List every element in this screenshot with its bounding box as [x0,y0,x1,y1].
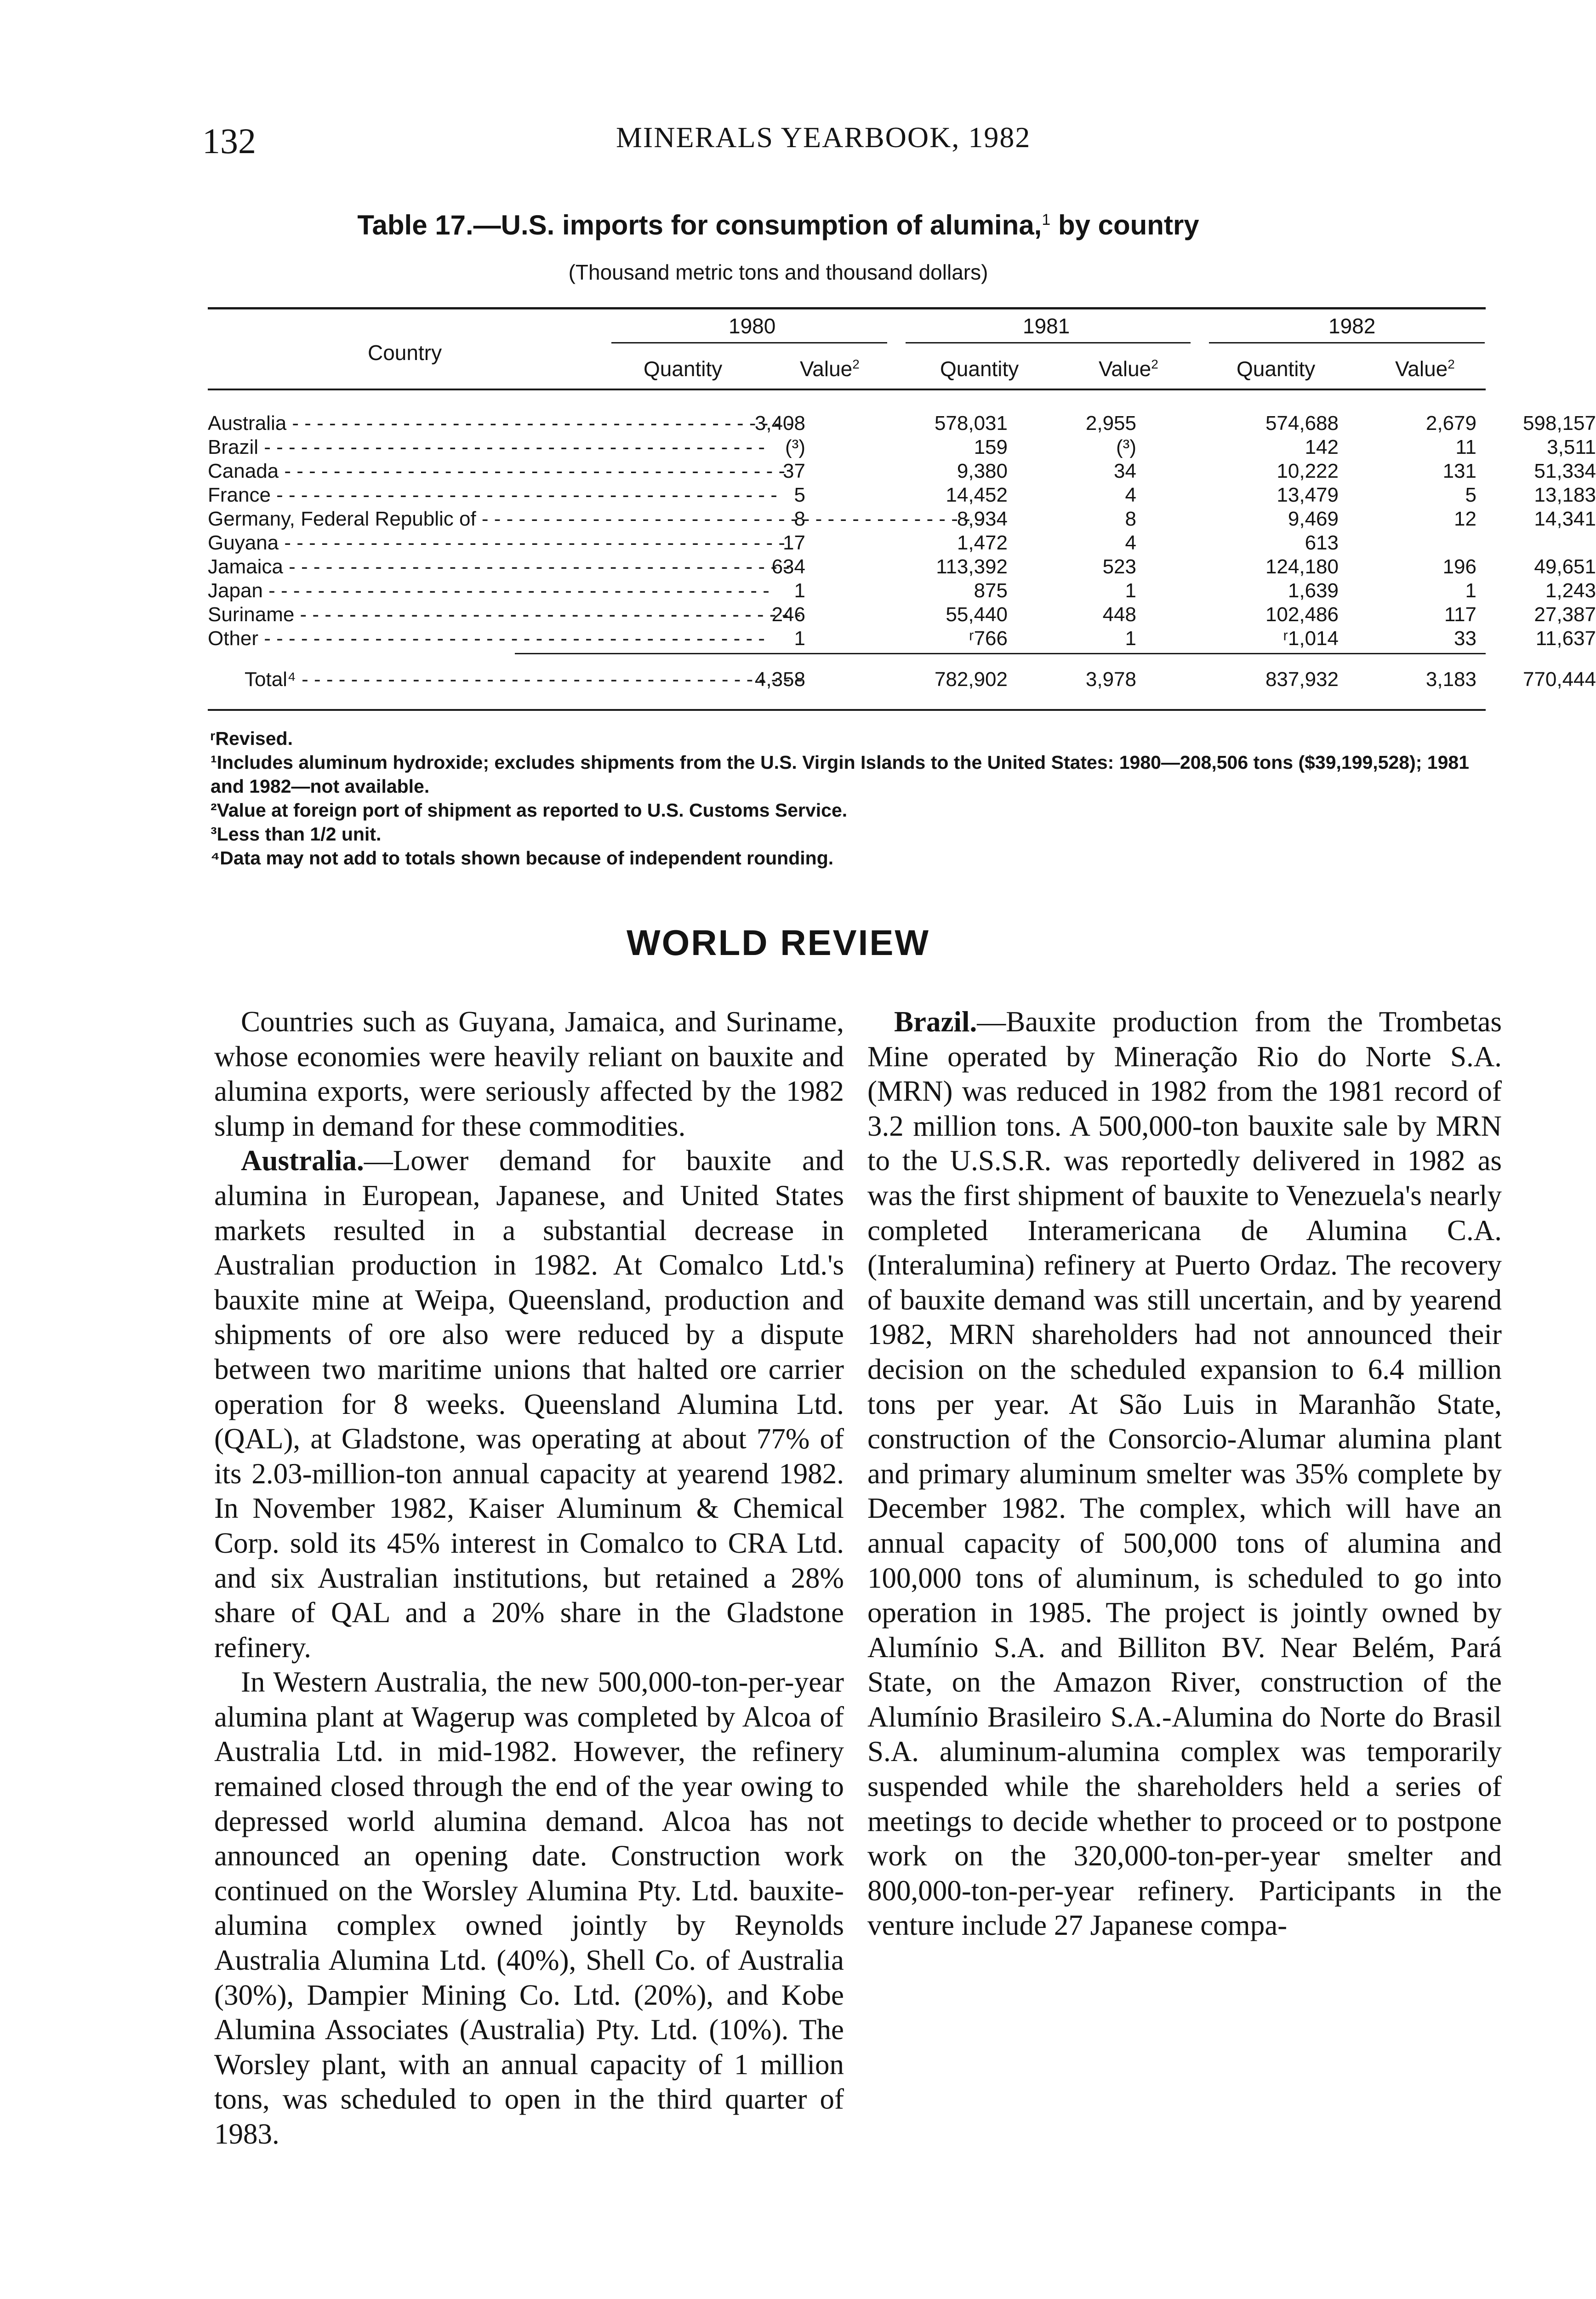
value-1982-cell: 770,444 [1522,668,1596,691]
value-1980-cell: 55,440 [946,603,1008,626]
footnote-1: ¹Includes aluminum hydroxide; excludes shipments from the U.S. Virgin Islands to the United States: 1980—208,506 tons ($39,199,528); 1981 and 1982—not available. [211,752,1470,797]
table-bottom-rule [208,709,1486,711]
quantity-1981-cell: 2,955 [1085,412,1136,435]
value-1981-cell: 574,688 [1265,412,1339,435]
country-cell: Japan - - - [208,579,594,603]
value-1982-cell: 14,341 [1534,508,1596,530]
quantity-1982-cell: 12 [1454,508,1476,530]
table-row [208,435,1596,459]
quantity-1980-cell: 37 [783,460,805,482]
running-title: MINERALS YEARBOOK, 1982 [616,121,1031,154]
value-1980-cell: 578,031 [934,412,1008,435]
table-title: Table 17.—U.S. imports for consumption of alumina,$^1$ by country [357,210,1199,240]
footnote-3: ³Less than 1/2 unit. [211,824,382,845]
quantity-1980-cell: 17 [783,532,805,554]
quantity-1982-cell: 117 [1444,603,1476,626]
quantity-1980-cell: 3,408 [754,412,805,435]
header-bottom-rule [208,389,1486,390]
quantity-1982-cell: 131 [1442,460,1476,482]
table-subtitle: (Thousand metric tons and thousand dollars) [568,260,988,284]
table-footnotes [211,726,1493,870]
value-1981-cell: 102,486 [1265,603,1339,626]
footnote-4: ⁴Data may not add to totals shown because of independent rounding. [211,847,834,869]
quantity-1981-cell: 1 [1125,579,1136,602]
year-rule-1981 [906,342,1191,343]
quantity-1981-cell: 4 [1125,532,1136,554]
value-1982-cell: 49,651 [1534,555,1596,578]
value-1980-cell: 9,380 [957,460,1008,482]
footnote-2: ²Value at foreign port of shipment as reported to U.S. Customs Service. [211,800,848,821]
quantity-1982-cell: 3,183 [1425,668,1476,691]
year-1982-header: 1982 [1328,314,1376,338]
value-1981-cell: 142 [1305,436,1339,458]
brazil-heading: Brazil. [894,1006,977,1038]
table-row [208,412,1596,435]
value-1980-cell: 1,472 [957,532,1008,554]
value-1982-cell: 3,511 [1547,436,1596,458]
quantity-1982-cell: 11 [1455,436,1476,458]
section-heading: WORLD REVIEW [627,922,930,963]
page-number: 132 [202,121,256,161]
table-row [208,555,1596,579]
body-column-right [867,1005,1502,1943]
table-row [208,579,1596,603]
quantity-1981-cell: 4 [1125,484,1136,506]
quantity-1980-cell: 4,358 [754,668,805,691]
table-row [208,627,1596,651]
quantity-1981-cell: 523 [1102,555,1136,578]
quantity-header-1980: Quantity [644,357,723,381]
quantity-1980-cell: 8 [794,508,805,530]
country-cell: Australia - - - [208,412,594,435]
total-row [208,668,1596,692]
quantity-1981-cell: 8 [1125,508,1136,530]
country-cell: Germany, Federal Republic of - - - [208,507,594,531]
brazil-paragraph: Brazil.—Bauxite production from the Trombetas Mine operated by Mineração Rio do Norte S.A. (MRN) was reduced in 1982 from the 1981 record of 3.2 million tons. A 500,000-ton bauxite sale by MRN to the U.S.S.R. was reportedly delivered in 1982 as was the first shipment of bauxite to Venezuela's nearly completed Interamericana de Alumina C.A. (Interalumina) refinery at Puerto Ordaz. The recovery of bauxite demand was still uncertain, and by yearend 1982, MRN shareholders had not announced their decision on the scheduled expansion to 6.4 million tons per year. At São Luis in Maranhão State, construction of the Consorcio-Alumar alumina plant and primary aluminum smelter was 35% complete by December 1982. The complex, which will have an annual capacity of 500,000 tons of alumina and 100,000 tons of aluminum, is scheduled to go into operation in 1985. The project is jointly owned by Alumínio S.A. and Billiton BV. Near Belém, Pará State, on the Amazon River, construction of the Alumínio Brasileiro S.A.-Alumina do Norte do Brasil S.A. aluminum-alumina complex was temporarily suspended while the shareholders held a series of meetings to decide whether to proceed or to postpone work on the 320,000-ton-per-year smelter and 800,000-ton-per-year refinery. Participants in the venture include 27 Japanese compa- [867,1006,1502,1942]
value-1980-cell: 8,934 [957,508,1008,530]
value-1980-cell: 159 [974,436,1008,458]
quantity-1981-cell: 34 [1114,460,1136,482]
table-row [208,459,1596,483]
country-cell: Guyana - - - [208,531,594,555]
quantity-1981-cell: 3,978 [1085,668,1136,691]
value-1982-cell: 51,334 [1534,460,1596,482]
australia-paragraph: Australia.—Lower demand for bauxite and alumina in European, Japanese, and United States markets resulted in a substantial decrease in Australian production in 1982. At Comalco Ltd.'s bauxite mine at Weipa, Queensland, production and shipments of ore also were reduced by a dispute between two maritime unions that halted ore carrier operation for 8 weeks. Queensland Alumina Ltd. (QAL), at Gladstone, was operating at about 77% of its 2.03-million-ton annual capacity at yearend 1982. In November 1982, Kaiser Aluminum & Chemical Corp. sold its 45% interest in Comalco to CRA Ltd. and six Australian institutions, but retained a 28% share of QAL and a 20% share in the Gladstone refinery. [214,1144,844,1664]
value-1980-cell: ʳ766 [969,627,1008,650]
quantity-1981-cell: 1 [1125,627,1136,650]
quantity-1981-cell: 448 [1102,603,1136,626]
value-1981-cell: 10,222 [1277,460,1339,482]
value-1981-cell: ʳ1,014 [1283,627,1339,650]
quantity-1980-cell: 5 [794,484,805,506]
total-label: Total⁴ - - - [208,668,594,692]
value-1981-cell: 613 [1305,532,1339,554]
footnote-revised: ʳRevised. [211,728,293,749]
quantity-1982-cell: 2,679 [1425,412,1476,435]
value-1982-cell: 13,183 [1534,484,1596,506]
country-cell: Other - - - [208,627,594,651]
page-header [202,120,1558,176]
body-column-left [214,1005,844,2152]
quantity-header-1982: Quantity [1237,357,1316,381]
value-1981-cell: 1,639 [1288,579,1339,602]
western-australia-paragraph: In Western Australia, the new 500,000-ton-per-year alumina plant at Wagerup was completed by Alcoa of Australia Ltd. in mid-1982. However, the refinery remained closed through the end of the year owing to depressed world alumina demand. Alcoa has not announced an opening date. Construction work continued on the Worsley Alumina Pty. Ltd. bauxite-alumina complex owned jointly by Reynolds Australia Alumina Ltd. (40%), Shell Co. of Australia (30%), Dampier Mining Co. Ltd. (20%), and Kobe Alumina Associates (Australia) Pty. Ltd. (10%). The Worsley plant, with an annual capacity of 1 million tons, was scheduled to open in the third quarter of 1983. [214,1666,844,2150]
value-header-1982: Value$^2$ [1395,357,1455,381]
table-row [208,483,1596,507]
value-1982-cell: 27,387 [1534,603,1596,626]
country-cell: Brazil - - - [208,435,594,459]
value-1981-cell: 124,180 [1265,555,1339,578]
year-rule-1980 [611,342,887,343]
quantity-1980-cell: 246 [771,603,805,626]
value-1981-cell: 9,469 [1288,508,1339,530]
value-1980-cell: 875 [974,579,1008,602]
year-1980-header: 1980 [729,314,776,338]
quantity-1982-cell: 196 [1442,555,1476,578]
intro-paragraph: Countries such as Guyana, Jamaica, and Suriname, whose economies were heavily reliant on bauxite and alumina exports, were seriously affected by the 1982 slump in demand for these commodities. [214,1006,844,1142]
australia-heading: Australia. [241,1144,364,1177]
table-top-rule [208,307,1486,309]
value-1980-cell: 113,392 [936,555,1008,578]
quantity-1982-cell: 5 [1465,484,1476,506]
quantity-1980-cell: 1 [794,627,805,650]
quantity-1982-cell: 33 [1454,627,1476,650]
value-1980-cell: 14,452 [946,484,1008,506]
country-cell: France - - - [208,483,594,507]
table-row [208,531,1486,555]
quantity-header-1981: Quantity [940,357,1019,381]
value-1982-cell: 11,637 [1535,627,1596,650]
year-1981-header: 1981 [1023,314,1070,338]
quantity-1982-cell: 1 [1465,579,1476,602]
country-cell: Canada - - - [208,459,594,483]
value-1982-cell: 1,243 [1545,579,1596,602]
value-header-1981: Value$^2$ [1099,357,1158,381]
quantity-1981-cell: (³) [1116,436,1136,458]
quantity-1980-cell: (³) [785,436,805,458]
value-1981-cell: 13,479 [1277,484,1339,506]
quantity-1980-cell: 1 [794,579,805,602]
country-cell: Jamaica - - - [208,555,594,579]
value-header-1980: Value$^2$ [800,357,860,381]
table-row [208,603,1596,627]
year-rule-1982 [1209,342,1485,343]
table-row [208,507,1596,531]
quantity-1980-cell: 634 [771,555,805,578]
value-1982-cell: 598,157 [1522,412,1596,435]
value-1980-cell: 782,902 [934,668,1008,691]
value-1981-cell: 837,932 [1265,668,1339,691]
total-top-rule [515,653,1486,654]
country-header: Country [368,341,442,365]
country-cell: Suriname - - - [208,603,594,627]
